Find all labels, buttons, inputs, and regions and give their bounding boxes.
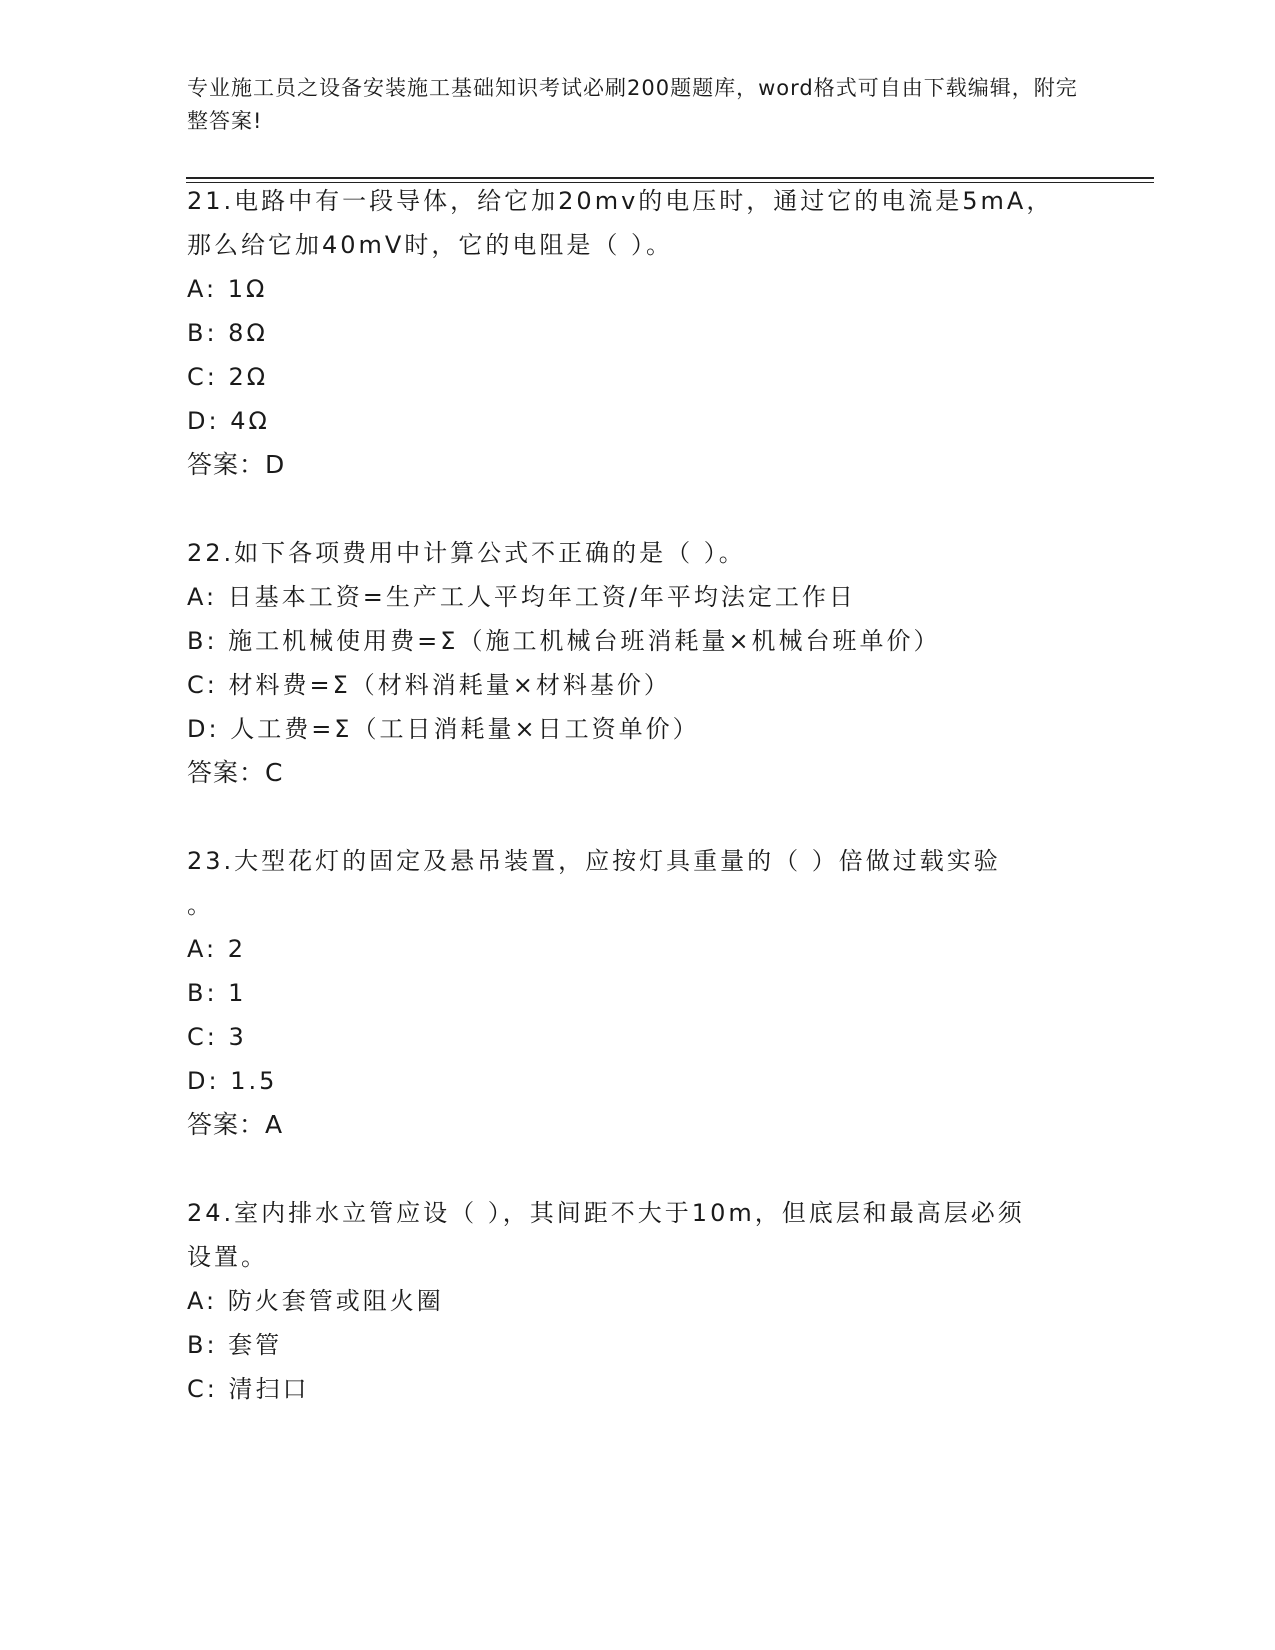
question-22-option-d: D: 人工费=Σ（工日消耗量×日工资单价）	[187, 715, 700, 743]
question-22-stem-line-1: 22.如下各项费用中计算公式不正确的是（ ）。	[187, 539, 746, 567]
question-21-option-b: B: 8Ω	[187, 319, 268, 347]
question-21-answer: 答案：D	[187, 450, 286, 479]
question-23-answer: 答案：A	[187, 1110, 284, 1139]
question-23-option-b: B: 1	[187, 979, 247, 1007]
question-22-option-b: B: 施工机械使用费=Σ（施工机械台班消耗量×机械台班单价）	[187, 627, 941, 655]
question-21-stem-line-2: 那么给它加40mV时，它的电阻是（ ）。	[187, 231, 673, 259]
header-divider-thick	[186, 177, 1154, 179]
question-23-stem-line-1: 23.大型花灯的固定及悬吊装置，应按灯具重量的（ ）倍做过载实验	[187, 847, 1001, 875]
question-24-option-b: B: 套管	[187, 1331, 283, 1359]
question-21-option-c: C: 2Ω	[187, 363, 269, 391]
question-24-stem-line-1: 24.室内排水立管应设（ ），其间距不大于10m，但底层和最高层必须	[187, 1199, 1025, 1227]
question-23-stem-line-2: 。	[187, 891, 214, 919]
question-23-option-a: A: 2	[187, 935, 246, 963]
question-21-option-d: D: 4Ω	[187, 407, 270, 435]
question-22-option-a: A: 日基本工资=生产工人平均年工资/年平均法定工作日	[187, 583, 856, 611]
question-23-option-d: D: 1.5	[187, 1067, 278, 1095]
question-24-stem-line-2: 设置。	[187, 1243, 268, 1271]
document-header: 专业施工员之设备安装施工基础知识考试必刷200题题库，word格式可自由下载编辑，附完整答案!	[187, 76, 1078, 133]
question-21-option-a: A: 1Ω	[187, 275, 268, 303]
question-23-option-c: C: 3	[187, 1023, 247, 1051]
question-22-answer: 答案：C	[187, 758, 284, 787]
header-divider-thin	[186, 182, 1154, 183]
question-24-option-c: C: 清扫口	[187, 1375, 310, 1403]
question-21-stem-line-1: 21.电路中有一段导体，给它加20mv的电压时，通过它的电流是5mA，	[187, 187, 1054, 215]
question-24-option-a: A: 防火套管或阻火圈	[187, 1287, 444, 1315]
question-22-option-c: C: 材料费=Σ（材料消耗量×材料基价）	[187, 671, 671, 699]
